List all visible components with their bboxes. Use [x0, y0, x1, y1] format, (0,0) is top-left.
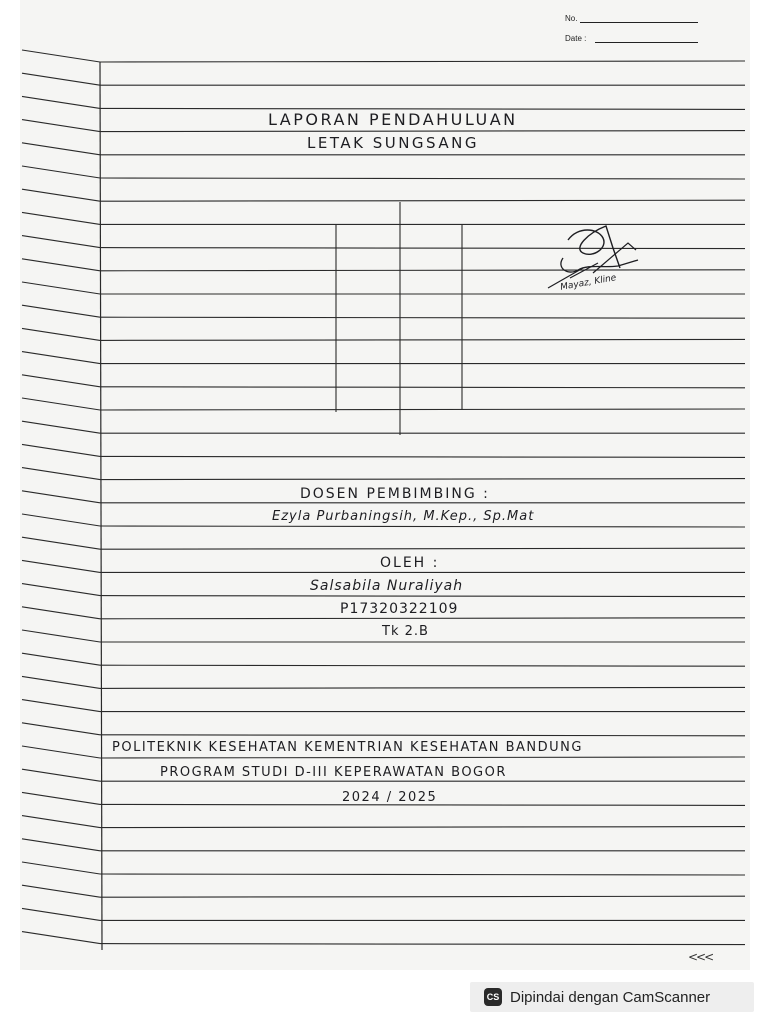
camscanner-logo-icon: CS [484, 988, 502, 1006]
spiral-tick [22, 50, 100, 62]
ruled-line [100, 526, 745, 527]
ruled-line [100, 61, 745, 62]
ruled-line [100, 827, 745, 828]
signature-text: Mayaz, Kline [559, 273, 618, 293]
ruled-line [100, 178, 745, 179]
spiral-tick [22, 676, 100, 688]
spiral-tick [22, 885, 100, 897]
author-nim: P17320322109 [340, 601, 459, 617]
spiral-tick [22, 305, 100, 317]
report-title: LAPORAN PENDAHULUAN [268, 110, 518, 129]
spiral-tick [22, 468, 100, 480]
spiral-tick [22, 792, 100, 804]
spiral-tick [22, 282, 100, 294]
spiral-tick [22, 236, 100, 248]
academic-year: 2024 / 2025 [342, 790, 438, 805]
spiral-tick [22, 398, 100, 410]
ruled-line [100, 665, 745, 666]
study-program: PROGRAM STUDI D-III KEPERAWATAN BOGOR [160, 765, 507, 780]
ruled-line [100, 735, 745, 736]
spiral-tick [22, 908, 100, 920]
spiral-tick [22, 630, 100, 642]
spiral-tick [22, 421, 100, 433]
author-heading: OLEH : [380, 555, 440, 571]
spiral-tick [22, 560, 100, 572]
spiral-tick [22, 491, 100, 503]
camscanner-text: Dipindai dengan CamScanner [510, 988, 711, 1006]
spiral-tick [22, 96, 100, 108]
ruled-line [100, 387, 745, 388]
spiral-tick [22, 212, 100, 224]
date-line [595, 42, 698, 43]
ruled-line [100, 317, 745, 318]
ruled-line [100, 874, 745, 875]
institution-name: POLITEKNIK KESEHATAN KEMENTRIAN KESEHATAN BANDUNG [112, 740, 583, 755]
ruled-line [100, 409, 745, 410]
spiral-tick [22, 816, 100, 828]
spiral-tick [22, 584, 100, 596]
page-arrows: <<< [688, 950, 713, 964]
margin-line [100, 62, 102, 950]
spiral-tick [22, 746, 100, 758]
camscanner-watermark [470, 982, 754, 1012]
no-line [580, 22, 698, 23]
spiral-tick [22, 700, 100, 712]
spiral-tick [22, 143, 100, 155]
ruled-line [100, 339, 745, 340]
ruled-line [100, 456, 745, 457]
supervisor-name: Ezyla Purbaningsih, M.Kep., Sp.Mat [272, 509, 535, 524]
ruled-line [100, 944, 745, 945]
notebook-paper [20, 0, 750, 970]
spiral-tick [22, 375, 100, 387]
spiral-tick [22, 444, 100, 456]
spiral-tick [22, 73, 100, 85]
spiral-tick [22, 259, 100, 271]
ruled-line [100, 596, 745, 597]
spiral-tick [22, 514, 100, 526]
spiral-tick [22, 166, 100, 178]
ruled-line [100, 618, 745, 619]
spiral-tick [22, 120, 100, 132]
ruled-line [100, 479, 745, 480]
spiral-tick [22, 537, 100, 549]
spiral-tick [22, 328, 100, 340]
spiral-tick [22, 723, 100, 735]
supervisor-heading: DOSEN PEMBIMBING : [300, 486, 490, 502]
spiral-tick [22, 653, 100, 665]
spiral-tick [22, 607, 100, 619]
ruled-line [100, 548, 745, 549]
date-label: Date : [565, 34, 587, 43]
spiral-tick [22, 862, 100, 874]
author-class: Tk 2.B [382, 624, 429, 639]
ruled-line [100, 687, 745, 688]
ruled-line [100, 200, 745, 201]
author-name: Salsabila Nuraliyah [310, 578, 464, 594]
report-subtitle: LETAK SUNGSANG [307, 134, 479, 152]
ruled-line [100, 757, 745, 758]
ruled-line [100, 131, 745, 132]
spiral-tick [22, 352, 100, 364]
ruled-line [100, 896, 745, 897]
spiral-tick [22, 189, 100, 201]
spiral-tick [22, 932, 100, 944]
spiral-tick [22, 769, 100, 781]
spiral-tick [22, 839, 100, 851]
no-label: No. [565, 14, 578, 23]
